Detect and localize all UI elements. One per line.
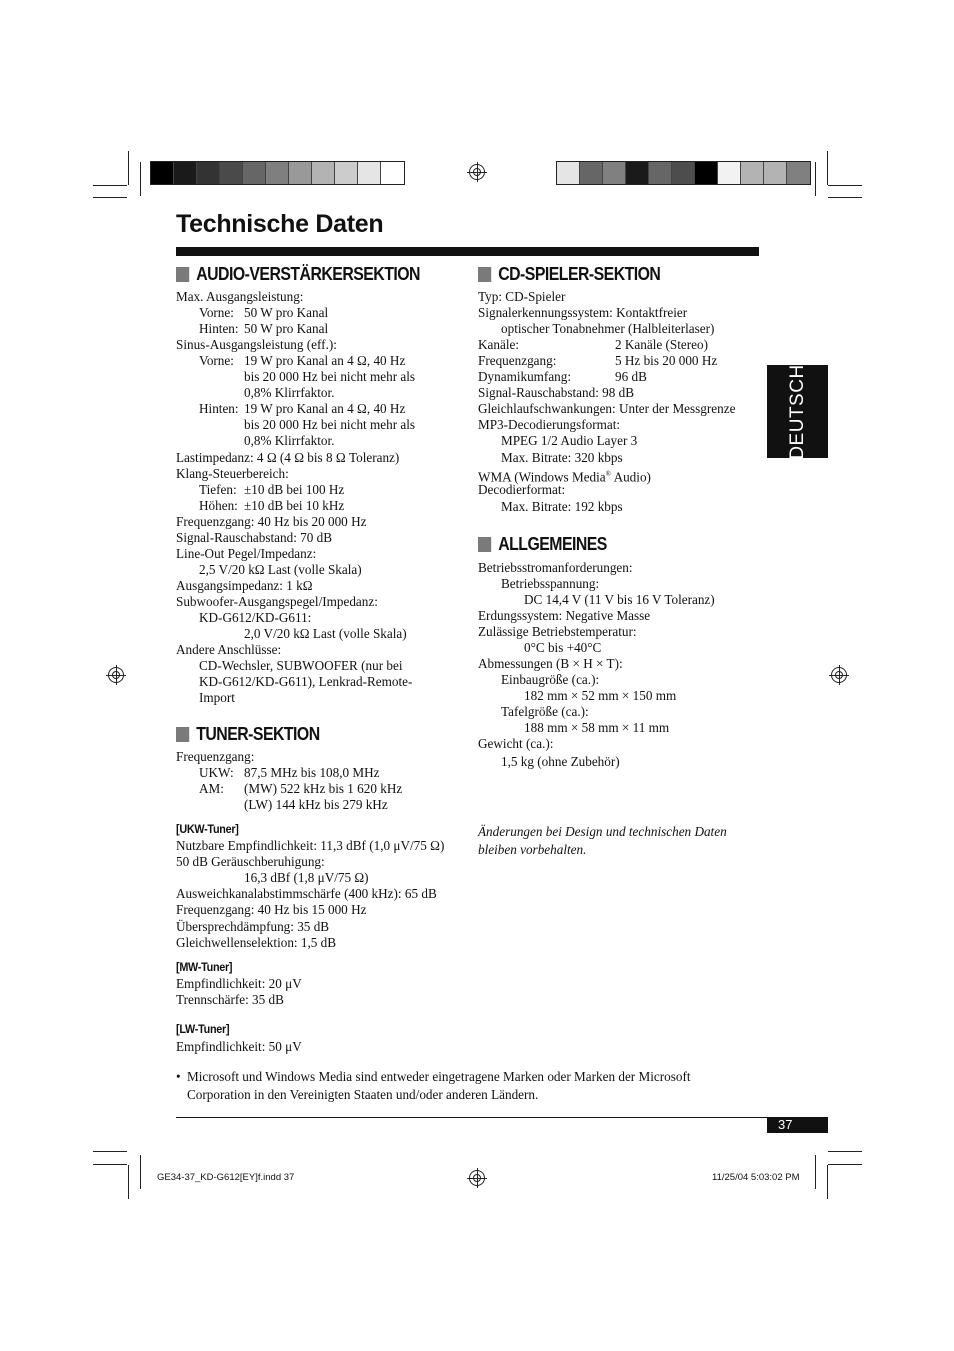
trademark-note: Corporation in den Vereinigten Staaten und/oder anderen Ländern. [187,1087,539,1102]
crop-mark [828,197,862,198]
crop-mark [140,1155,141,1189]
spec-value: ±10 dB bei 100 Hz [244,482,345,497]
spec-label: Hinten: [199,401,239,416]
registration-mark-icon [469,1170,485,1186]
color-swatch [335,162,358,184]
color-swatch [580,162,603,184]
page-number: 37 [767,1117,828,1133]
registration-mark-icon [831,667,847,683]
spec-value: 2 Kanäle (Stereo) [615,337,709,352]
design-note: Änderungen bei Design und technischen Daten [478,824,727,839]
language-tab-label: DEUTSCH [786,363,808,460]
spec-line: Signal-Rauschabstand: 98 dB [478,385,635,400]
crop-mark [827,151,828,185]
spec-value: (MW) 522 kHz bis 1 620 kHz [244,781,403,796]
subheading-ukw: [UKW-Tuner] [176,822,239,836]
spec-line: Ausweichkanalabstimmschärfe (400 kHz): 65 dB [176,886,437,901]
spec-line: Typ: CD-Spieler [478,289,566,304]
spec-value: 87,5 MHz bis 108,0 MHz [244,765,380,780]
title-rule [176,247,759,256]
spec-value: 188 mm × 58 mm × 11 mm [524,720,670,735]
spec-line: Lastimpedanz: 4 Ω (4 Ω bis 8 Ω Toleranz) [176,450,400,465]
spec-line: Empfindlichkeit: 20 μV [176,976,302,991]
page-title: Technische Daten [176,210,384,238]
spec-line: Frequenzgang: 40 Hz bis 15 000 Hz [176,902,367,917]
crop-mark [828,1164,862,1165]
registration-mark-icon [108,667,124,683]
spec-line: Empfindlichkeit: 50 μV [176,1039,302,1054]
color-swatch [557,162,580,184]
crop-mark [93,1164,127,1165]
spec-line: Sinus-Ausgangsleistung (eff.): [176,337,337,352]
spec-label: Frequenzgang: [478,353,557,368]
spec-line: Gleichlaufschwankungen: Unter der Messgrenze [478,401,736,416]
spec-label: Einbaugröße (ca.): [501,672,600,687]
spec-line: Trennschärfe: 35 dB [176,992,284,1007]
spec-line: Andere Anschlüsse: [176,642,282,657]
spec-label: Kanäle: [478,337,520,352]
color-swatch [381,162,404,184]
crop-mark [93,185,127,186]
spec-line: WMA (Windows Media® Audio) [478,469,651,485]
crop-mark [828,1151,862,1152]
spec-value: 19 W pro Kanal an 4 Ω, 40 Hz [244,401,406,416]
subheading-mw: [MW-Tuner] [176,960,233,974]
spec-line: Decodierformat: [478,482,566,497]
section-square-icon [478,267,491,282]
color-swatch [197,162,220,184]
section-heading-audio: AUDIO-VERSTÄRKERSEKTION [176,264,420,285]
color-swatch [695,162,718,184]
spec-value: (LW) 144 kHz bis 279 kHz [244,797,388,812]
trademark-bullet: • [176,1069,181,1084]
spec-line: Abmessungen (B × H × T): [478,656,623,671]
spec-value: Max. Bitrate: 192 kbps [501,499,623,514]
language-tab [767,365,828,458]
spec-line: Erdungssystem: Negative Masse [478,608,651,623]
trademark-note: Microsoft und Windows Media sind entweder eingetragene Marken oder Marken der Microsoft [187,1069,691,1084]
spec-label: Dynamikumfang: [478,369,572,384]
spec-value: 50 W pro Kanal [244,305,329,320]
spec-value: Max. Bitrate: 320 kbps [501,450,623,465]
crop-mark [128,1165,129,1199]
design-note: bleiben vorbehalten. [478,842,587,857]
footer-file-info: GE34-37_KD-G612[EY]f.indd 37 [157,1172,295,1183]
color-swatch [312,162,335,184]
color-swatch [787,162,810,184]
spec-line: Frequenzgang: [176,749,255,764]
crop-mark [140,162,141,196]
color-swatch [358,162,381,184]
crop-mark [93,1151,127,1152]
spec-label: Betriebsspannung: [501,576,600,591]
spec-value: 0°C bis +40°C [524,640,602,655]
color-swatch [243,162,266,184]
spec-value: bis 20 000 Hz bei nicht mehr als [244,417,416,432]
spec-value: bis 20 000 Hz bei nicht mehr als [244,369,416,384]
color-swatch [672,162,695,184]
spec-value: KD-G612/KD-G611), Lenkrad-Remote- [199,674,413,689]
spec-label: Hinten: [199,321,239,336]
color-swatch [289,162,312,184]
footer-date: 11/25/04 5:03:02 PM [712,1172,800,1183]
spec-line: Gleichwellenselektion: 1,5 dB [176,935,337,950]
color-swatch [266,162,289,184]
crop-mark [815,1155,816,1189]
color-swatch [741,162,764,184]
crop-mark [828,185,862,186]
spec-value: DC 14,4 V (11 V bis 16 V Toleranz) [524,592,715,607]
subheading-lw: [LW-Tuner] [176,1022,230,1036]
crop-mark [827,1165,828,1199]
spec-line: Max. Ausgangsleistung: [176,289,304,304]
color-swatch [649,162,672,184]
spec-value: 182 mm × 52 mm × 150 mm [524,688,677,703]
spec-label: Höhen: [199,498,238,513]
section-heading-tuner: TUNER-SEKTION [176,724,320,745]
spec-value: 2,5 V/20 kΩ Last (volle Skala) [199,562,362,577]
spec-line: Klang-Steuerbereich: [176,466,289,481]
section-square-icon [176,727,189,742]
spec-line: Subwoofer-Ausgangspegel/Impedanz: [176,594,378,609]
spec-line: Signalerkennungssystem: Kontaktfreier [478,305,688,320]
crop-mark [815,162,816,196]
spec-label: Vorne: [199,305,234,320]
spec-line: 50 dB Geräuschberuhigung: [176,854,325,869]
spec-line: MP3-Decodierungsformat: [478,417,621,432]
spec-line: Übersprechdämpfung: 35 dB [176,919,330,934]
spec-label: KD-G612/KD-G611: [199,610,312,625]
color-swatch [151,162,174,184]
crop-mark [93,197,127,198]
section-square-icon [478,537,491,552]
section-square-icon [176,267,189,282]
spec-label: AM: [199,781,224,796]
spec-value: MPEG 1/2 Audio Layer 3 [501,433,638,448]
spec-value: 1,5 kg (ohne Zubehör) [501,754,620,769]
crop-mark [128,151,129,185]
spec-value: 0,8% Klirrfaktor. [244,385,335,400]
spec-label: Tafelgröße (ca.): [501,704,589,719]
color-swatch [626,162,649,184]
spec-value: ±10 dB bei 10 kHz [244,498,345,513]
spec-line: Frequenzgang: 40 Hz bis 20 000 Hz [176,514,367,529]
spec-line: Zulässige Betriebstemperatur: [478,624,637,639]
spec-value: 0,8% Klirrfaktor. [244,433,335,448]
spec-value: 16,3 dBf (1,8 μV/75 Ω) [244,870,369,885]
spec-line: Line-Out Pegel/Impedanz: [176,546,317,561]
spec-value: Import [199,690,235,705]
spec-value: 50 W pro Kanal [244,321,329,336]
color-swatch [174,162,197,184]
spec-line: Betriebsstromanforderungen: [478,560,633,575]
spec-value: 96 dB [615,369,647,384]
spec-label: UKW: [199,765,234,780]
registration-mark-icon [469,164,485,180]
section-heading-cd: CD-SPIELER-SEKTION [478,264,660,285]
spec-value: 19 W pro Kanal an 4 Ω, 40 Hz [244,353,406,368]
spec-value: 5 Hz bis 20 000 Hz [615,353,718,368]
footer-rule [176,1117,827,1118]
spec-value: 2,0 V/20 kΩ Last (volle Skala) [244,626,407,641]
color-swatch [718,162,741,184]
color-bar-left [150,161,405,185]
spec-label: Tiefen: [199,482,237,497]
color-bar-right [556,161,811,185]
section-heading-allgemeines: ALLGEMEINES [478,534,607,555]
color-swatch [220,162,243,184]
spec-line: Nutzbare Empfindlichkeit: 11,3 dBf (1,0 μV/75 Ω) [176,838,445,853]
color-swatch [764,162,787,184]
spec-label: Vorne: [199,353,234,368]
color-swatch [603,162,626,184]
spec-value: optischer Tonabnehmer (Halbleiterlaser) [501,321,715,336]
spec-value: CD-Wechsler, SUBWOOFER (nur bei [199,658,403,673]
spec-line: Ausgangsimpedanz: 1 kΩ [176,578,313,593]
spec-line: Signal-Rauschabstand: 70 dB [176,530,333,545]
spec-line: Gewicht (ca.): [478,736,554,751]
